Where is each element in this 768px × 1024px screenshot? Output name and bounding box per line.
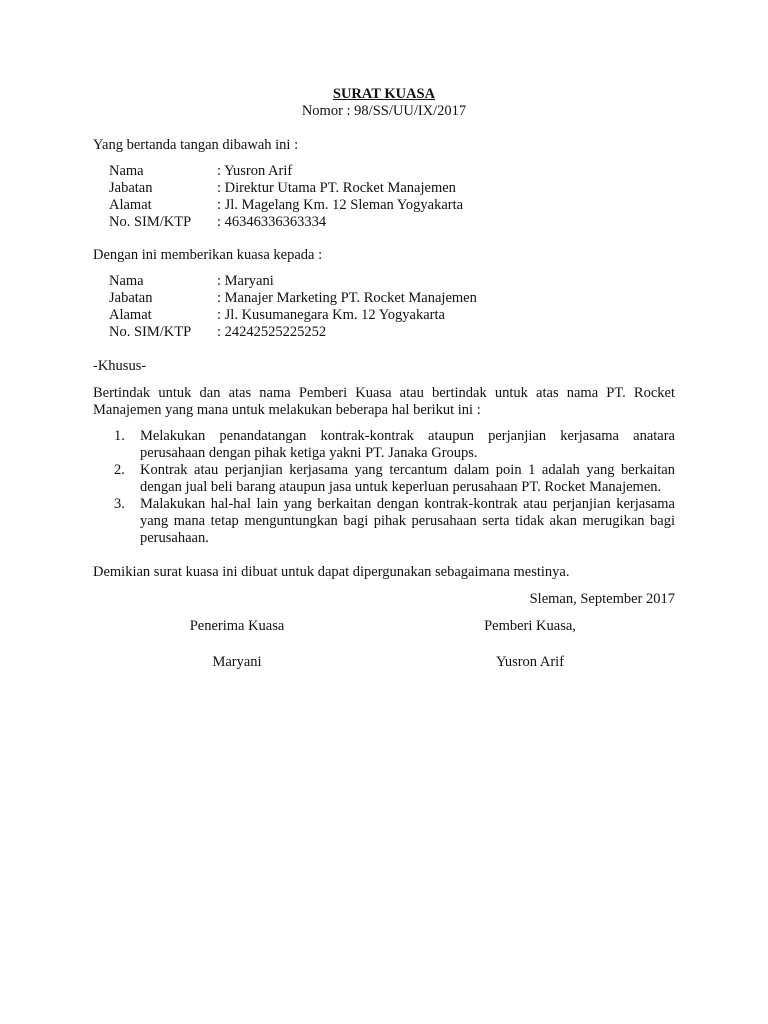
field-value: : Jl. Kusumanegara Km. 12 Yogyakarta bbox=[217, 307, 445, 323]
list-item-text: Malakukan hal-hal lain yang berkaitan dengan kontrak-kontrak atau perjanjian kerjasama yang mana tetap menguntungkan bagi pihak perusahaan serta tidak akan merugikan bagi perusahaan. bbox=[140, 496, 675, 546]
field-label: Alamat bbox=[109, 197, 152, 213]
field-value: : 46346336363334 bbox=[217, 214, 327, 230]
field-label: Nama bbox=[109, 273, 144, 289]
grantee-row-name bbox=[109, 273, 675, 290]
field-label: No. SIM/KTP bbox=[109, 214, 192, 230]
grantor-row-id bbox=[109, 214, 675, 231]
field-label: No. SIM/KTP bbox=[109, 324, 192, 340]
letter-page bbox=[93, 86, 675, 678]
field-label: Jabatan bbox=[109, 290, 153, 306]
list-item-text: Kontrak atau perjanjian kerjasama yang tercantum dalam poin 1 adalah yang berkaitan dengan jual beli barang ataupun jasa untuk keperluan perusahaan PT. Rocket Manajemen. bbox=[140, 462, 675, 495]
list-item bbox=[93, 462, 675, 496]
field-label: Alamat bbox=[109, 307, 152, 323]
grantee-row-position bbox=[109, 290, 675, 307]
letter-title: SURAT KUASA bbox=[332, 86, 436, 102]
list-item-text: Melakukan penandatangan kontrak-kontrak ataupun perjanjian kerjasama anatara perusahaan dengan pihak ketiga yakni PT. Janaka Groups. bbox=[140, 428, 675, 461]
grant-statement: Dengan ini memberikan kuasa kepada : bbox=[93, 247, 323, 263]
field-value: : Manajer Marketing PT. Rocket Manajemen bbox=[217, 290, 477, 306]
receiver-role: Penerima Kuasa bbox=[189, 618, 285, 634]
field-value: : Yusron Arif bbox=[217, 163, 293, 179]
authority-list bbox=[93, 428, 675, 547]
field-value: : Jl. Magelang Km. 12 Sleman Yogyakarta bbox=[217, 197, 464, 213]
closing-text: Demikian surat kuasa ini dibuat untuk dapat dipergunakan sebagaimana mestinya. bbox=[93, 564, 570, 580]
signature-block bbox=[93, 618, 675, 678]
grantee-row-id bbox=[109, 324, 675, 341]
giver-role: Pemberi Kuasa, bbox=[484, 618, 576, 634]
grantee-row-address bbox=[109, 307, 675, 324]
grantor-row-name bbox=[109, 163, 675, 180]
field-value: : 24242525225252 bbox=[217, 324, 327, 340]
field-label: Jabatan bbox=[109, 180, 153, 196]
list-number: 3. bbox=[114, 496, 125, 512]
intro-text: Yang bertanda tangan dibawah ini : bbox=[93, 137, 299, 153]
field-value: : Maryani bbox=[217, 273, 274, 289]
special-label: -Khusus- bbox=[93, 358, 147, 374]
field-value: : Direktur Utama PT. Rocket Manajemen bbox=[217, 180, 456, 196]
place-date: Sleman, September 2017 bbox=[529, 591, 675, 607]
receiver-name: Maryani bbox=[212, 654, 262, 670]
list-number: 1. bbox=[114, 428, 125, 444]
letter-number: Nomor : 98/SS/UU/IX/2017 bbox=[301, 103, 467, 119]
grantor-row-address bbox=[109, 197, 675, 214]
grantee-details bbox=[109, 273, 675, 341]
list-item bbox=[93, 496, 675, 547]
field-label: Nama bbox=[109, 163, 144, 179]
purpose-paragraph: Bertindak untuk dan atas nama Pemberi Kuasa atau bertindak untuk atas nama PT. Rocket Manajemen yang mana untuk melakukan beberapa hal berikut ini : bbox=[93, 385, 675, 418]
grantor-details bbox=[109, 163, 675, 231]
grantor-row-position bbox=[109, 180, 675, 197]
list-number: 2. bbox=[114, 462, 125, 478]
giver-name: Yusron Arif bbox=[495, 654, 565, 670]
list-item bbox=[93, 428, 675, 462]
